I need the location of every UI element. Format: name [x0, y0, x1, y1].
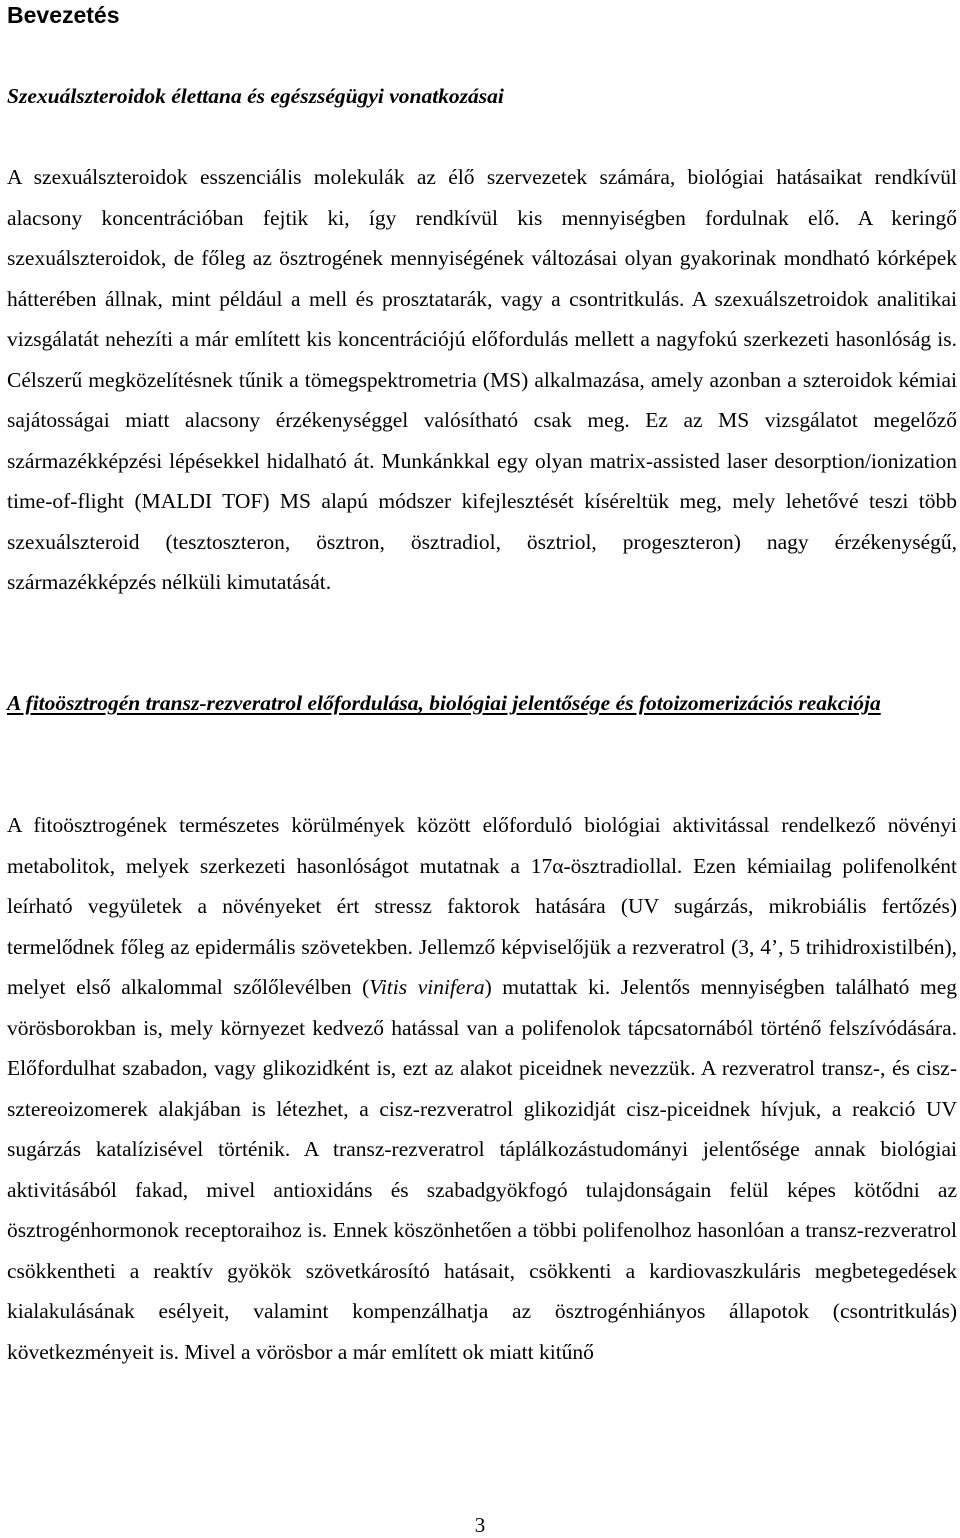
chapter-heading: Bevezetés — [7, 2, 120, 28]
section-title-resveratrol: A fitoösztrogén transz-rezveratrol előfordulása, biológiai jelentősége és fotoizomerizációs reakciója — [7, 691, 881, 715]
paragraph-text-part: A fitoösztrogének természetes körülmények között előforduló biológiai aktivitással rendelkező növényi metabolitok, melyek szerkezeti hasonlóságot mutatnak a 17α-ösztradiollal. Ezen kémiailag polifenolként leírható vegyületek a növényeket ért stressz faktorok hatására (UV sugárzás, mikrobiális fertőzés) termelődnek főleg az epidermális szövetekben. Jellemző képviselőjük a rezveratrol (3, 4’, 5 trihidroxistilbén), melyet első alkalommal szőlőlevélben ( — [7, 813, 957, 999]
species-name: Vitis vinifera — [369, 975, 485, 999]
section-title-sex-steroids: Szexuálszteroidok élettana és egészségügyi vonatkozásai — [7, 84, 504, 108]
page-number: 3 — [474, 1513, 486, 1537]
section-paragraph-sex-steroids: A szexuálszteroidok esszenciális molekulák az élő szervezetek számára, biológiai hatásaikat rendkívül alacsony koncentrációban fejtik ki, így rendkívül kis mennyiségben fordulnak elő. A keringő szexuálszteroidok, de főleg az ösztrogének mennyiségének változásai olyan gyakorinak mondható kórképek hátterében állnak, mint például a mell és prosztatarák, vagy a csontritkulás. A szexuálszetroidok analitikai vizsgálatát nehezíti a már említett kis koncentrációjú előfordulás mellett a nagyfokú szerkezeti hasonlóság is. Célszerű megközelítésnek tűnik a tömegspektrometria (MS) alkalmazása, amely azonban a szteroidok kémiai sajátosságai miatt alacsony érzékenységgel valósítható csak meg. Ez az MS vizsgálatot megelőző származékképzési lépésekkel hidalható át. Munkánkkal egy olyan matrix-assisted laser desorption/ionization time-of-flight (MALDI TOF) MS alapú módszer kifejlesztését kíséreltük meg, mely lehetővé teszi több szexuálszteroid (tesztoszteron, ösztron, ösztradiol, ösztriol, progeszteron) nagy érzékenységű, származékképzés nélküli kimutatását. — [7, 165, 957, 594]
section-paragraph-resveratrol — [7, 805, 957, 1372]
paragraph-text-part: ) mutattak ki. Jelentős mennyiségben található meg vörösborokban is, mely környezet kedvező hatással van a polifenolok tápcsatornából történő felszívódására. Előfordulhat szabadon, vagy glikozidként is, ezt az alakot piceidnek nevezzük. A rezveratrol transz-, és cisz- sztereoizomerek alakjában is létezhet, a cisz-rezveratrol glikozidját cisz-piceidnek hívjuk, a reakció UV sugárzás katalízisével történik. A transz-rezveratrol táplálkozástudományi jelentősége annak biológiai aktivitásából fakad, mivel antioxidáns és szabadgyökfogó tulajdonságain felül képes kötődni az ösztrogénhormonok receptoraihoz is. Ennek köszönhetően a többi polifenolhoz hasonlóan a transz-rezveratrol csökkentheti a reaktív gyökök szövetkárosító hatásait, csökkenti a kardiovaszkuláris megbetegedések kialakulásának esélyeit, valamint kompenzálhatja az ösztrogénhiányos állapotok (csontritkulás) következményeit is. Mivel a vörösbor a már említett ok miatt kitűnő — [7, 975, 957, 1364]
